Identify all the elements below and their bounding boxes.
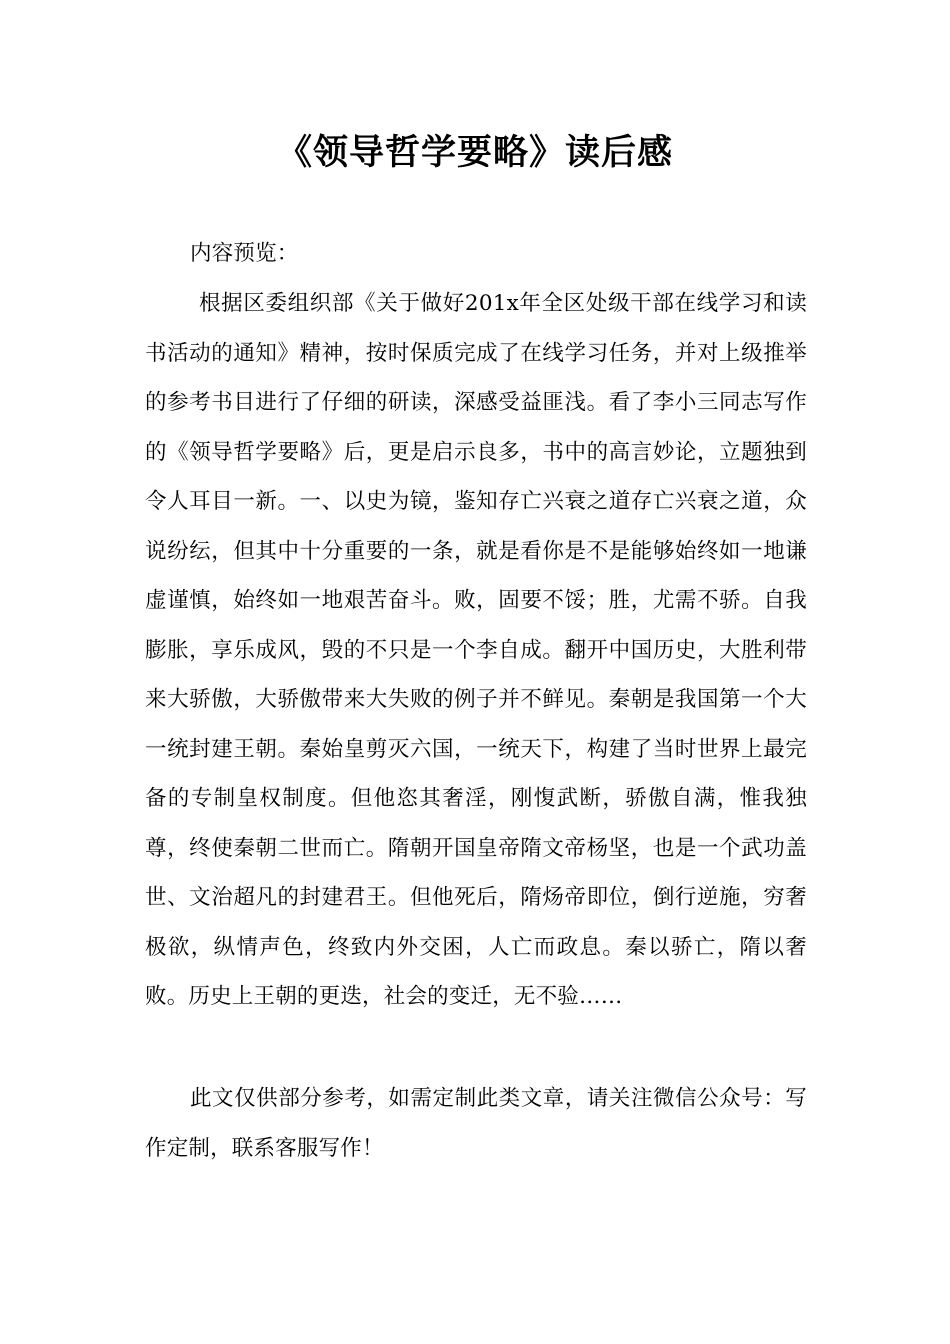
preview-label: 内容预览： [190,241,299,266]
main-paragraph: 根据区委组织部《关于做好201x年全区处级干部在线学习和读书活动的通知》精神，按时保质完成了在线学习任务，并对上级推举的参考书目进行了仔细的研读，深感受益匪浅。看了李小三同志写作的《领导哲学要略》后，更是启示良多，书中的高言妙论，立题独到令人耳目一新。一、以史为镜，鉴知存亡兴衰之道存亡兴衰之道，众说纷纭，但其中十分重要的一条，就是看你是不是能够始终如一地谦虚谨慎，始终如一地艰苦奋斗。败，固要不馁；胜，尤需不骄。自我膨胀，享乐成风，毁的不只是一个李自成。翻开中国历史，大胜利带来大骄傲，大骄傲带来大失败的例子并不鲜见。秦朝是我国第一个大一统封建王朝。秦始皇剪灭六国，一统天下，构建了当时世界上最完备的专制皇权制度。但他恣其奢淫，刚愎武断，骄傲自满，惟我独尊，终使秦朝二世而亡。隋朝开国皇帝隋文帝杨坚，也是一个武功盖世、文治超凡的封建君王。但他死后，隋炀帝即位，倒行逆施，穷奢极欲，纵情声色，终致内外交困，人亡而政息。秦以骄亡，隋以奢败。历史上王朝的更迭，社会的变迁，无不验…… [145,291,807,1009]
document-title: 《领导哲学要略》读后感 [276,133,673,173]
note-paragraph: 此文仅供部分参考，如需定制此类文章，请关注微信公众号：写作定制，联系客服写作！ [145,1086,807,1161]
